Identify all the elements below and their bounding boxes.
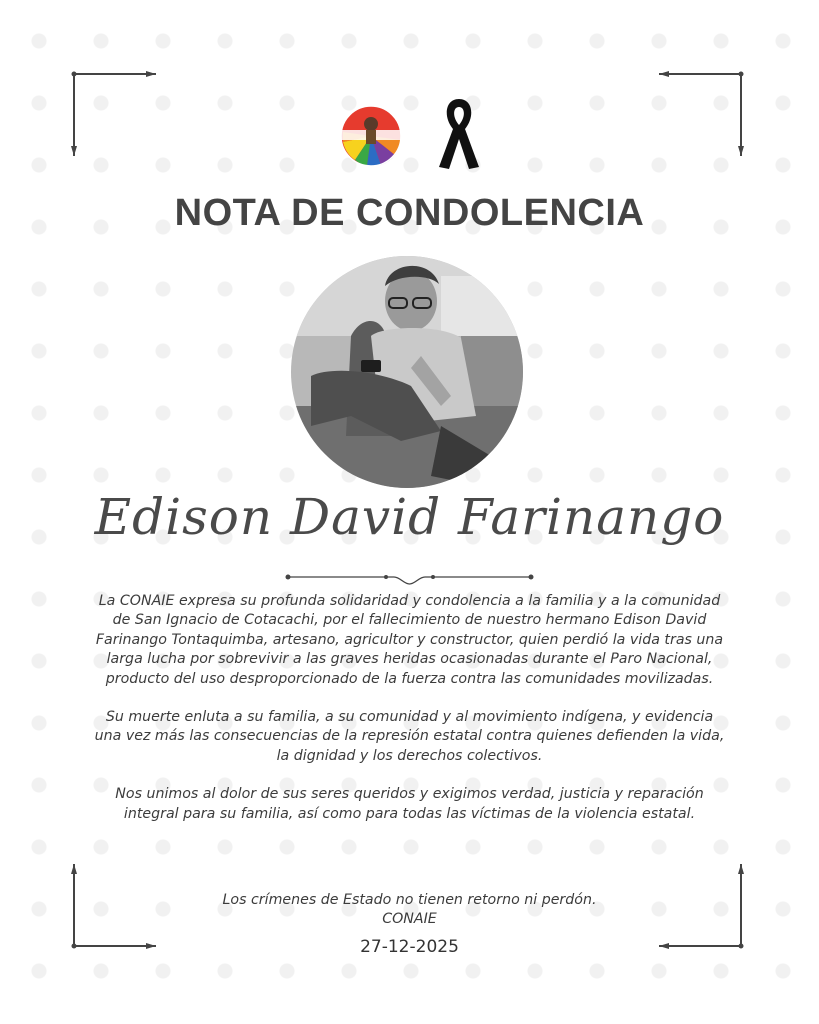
header-logos [0,95,819,173]
paragraph: La CONAIE expresa su profunda solidaridad y condolencia a la familia y a la comunidad de San Ignacio de Cotacachi, por el fallecimiento de nuestro hermano Edison David Farinango Tontaquimba, artesano, agricultor y constructor, quien perdió la vida tras una larga lucha por sobrevivir a las graves heridas ocasionadas durante el Paro Nacional, producto del uso desproporcionado de la fuerza contra las comunidades movilizadas. [95,593,724,687]
deceased-name: Edison David Farinango [94,488,725,546]
paragraph: Su muerte enluta a su familia, a su comunidad y al movimiento indígena, y evidencia una vez más las consecuencias de la represión estatal contra quienes defienden la vida, la dignidad y los derechos colectivos. [94,709,725,764]
mourning-ribbon-icon [435,95,483,173]
portrait-photo [291,256,523,488]
condolence-message [92,592,727,843]
date: 27-12-2025 [360,937,459,957]
page-title: NOTA DE CONDOLENCIA [174,192,645,234]
ornamental-divider [284,568,535,588]
conaie-logo-icon [337,100,405,168]
closing-line: Los crímenes de Estado no tienen retorno ni perdón. [222,892,597,908]
paragraph: Nos unimos al dolor de sus seres queridos y exigimos verdad, justicia y reparación integral para su familia, así como para todas las víctimas de la violencia estatal. [115,786,704,822]
organization-signature: CONAIE [382,911,437,928]
signature-block [92,891,727,930]
